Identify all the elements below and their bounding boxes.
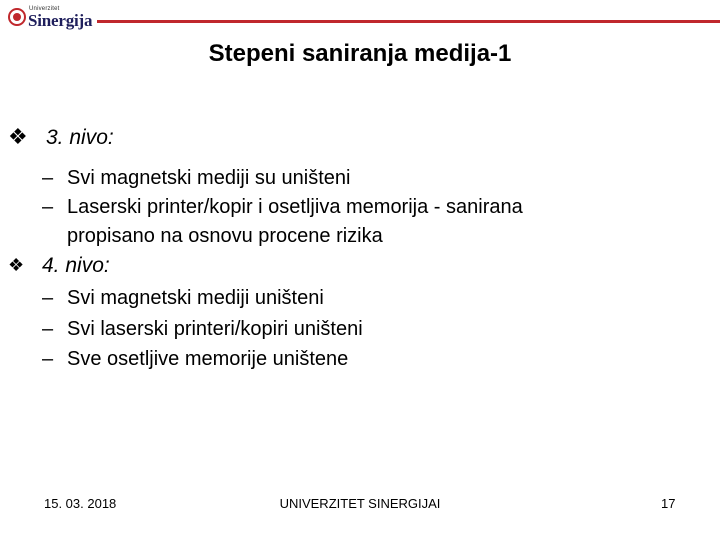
header-rule — [97, 20, 720, 23]
logo-small-text: Univerzitet — [29, 6, 60, 12]
footer-institution-text: UNIVERZITET SINERGIJAI — [279, 496, 441, 511]
level3-item-text-2: Laserski printer/kopir i osetljiva memorija - sanirana — [67, 196, 523, 218]
level3-item-text-2b: propisano na osnovu procene rizika — [67, 225, 383, 247]
footer-date: 15. 03. 2018 — [44, 496, 117, 511]
level4-item-text-1: Svi magnetski mediji uništeni — [67, 287, 324, 309]
footer-page-number: 17 — [661, 496, 676, 511]
header-bar — [0, 0, 720, 38]
dash-icon: – — [42, 287, 54, 309]
level3-item-text-1: Svi magnetski mediji su uništeni — [67, 167, 351, 189]
dash-icon: – — [42, 196, 54, 218]
logo-seal-icon — [8, 8, 26, 26]
dash-icon: – — [42, 318, 54, 340]
diamond-bullet-icon: ❖ — [8, 255, 25, 275]
level4-item-text-2: Svi laserski printeri/kopiri uništeni — [67, 318, 363, 340]
level3-heading: 3. nivo: — [46, 126, 114, 149]
slide-title-text: Stepeni saniranja medija-1 — [208, 40, 512, 67]
level4-item-text-3: Sve osetljive memorije uništene — [67, 348, 349, 370]
diamond-bullet-icon: ❖ — [8, 124, 28, 149]
dash-icon: – — [42, 348, 54, 370]
university-logo — [8, 7, 98, 33]
logo-name: Sinergija — [28, 11, 93, 30]
footer-institution — [0, 496, 720, 511]
dash-icon: – — [42, 167, 54, 189]
slide-title — [0, 40, 720, 68]
level4-heading: 4. nivo: — [42, 254, 110, 277]
